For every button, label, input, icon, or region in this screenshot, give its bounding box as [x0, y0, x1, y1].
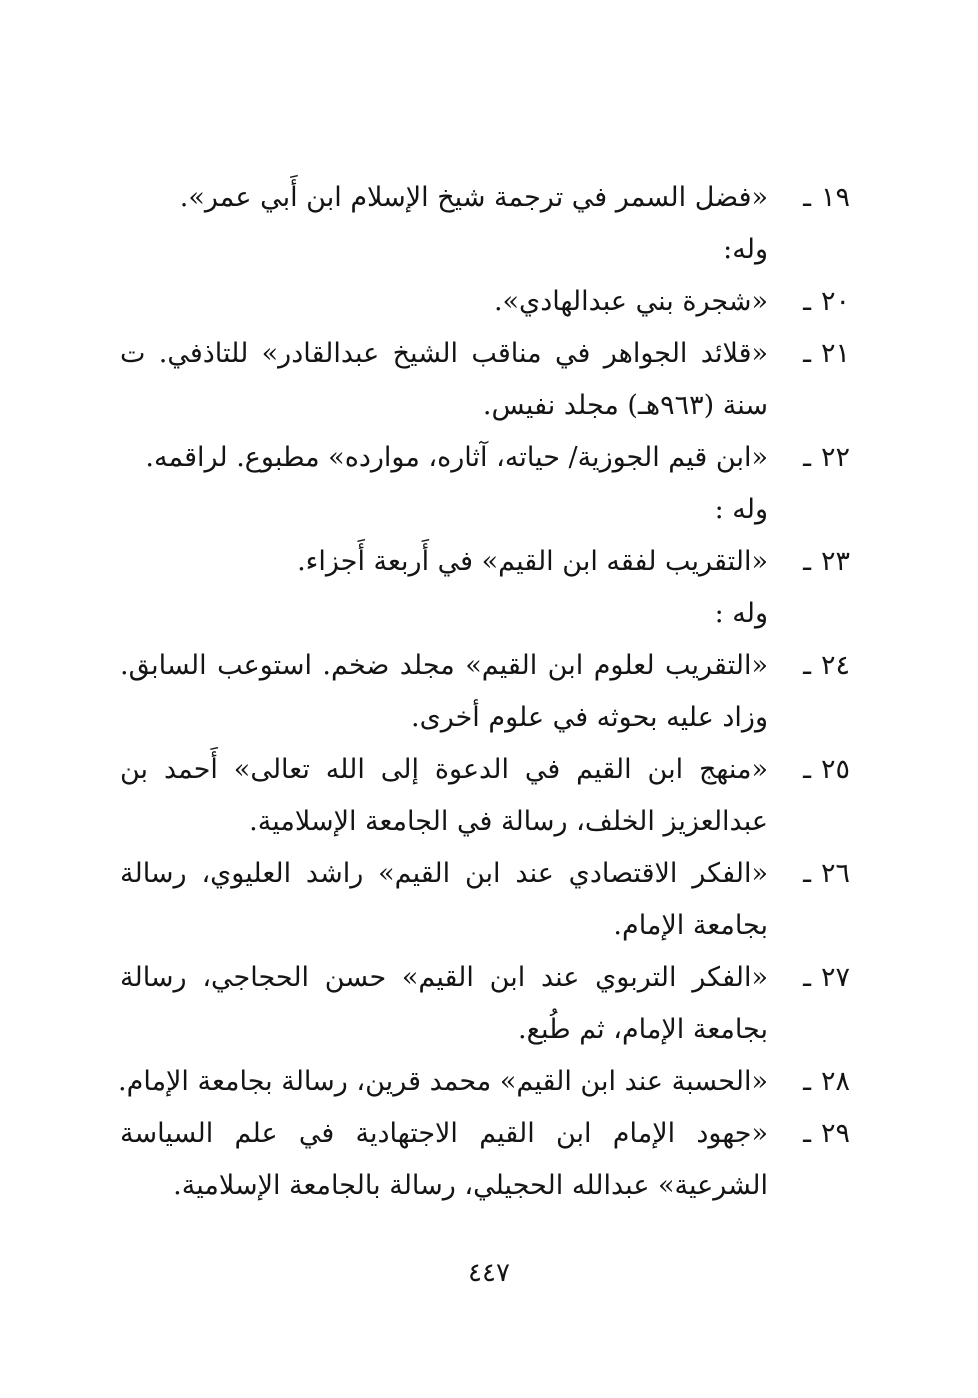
entry-text: «الحسبة عند ابن القيم» محمد قرين، رسالة بجامعة الإمام. — [118, 1066, 768, 1097]
entry-number: ٢٧ـ — [803, 962, 850, 993]
list-item — [120, 328, 850, 432]
entry-text: «التقريب لعلوم ابن القيم» مجلد ضخم. استوعب السابق. وزاد عليه بحوثه في علوم أخرى. — [120, 650, 768, 733]
entry-text: «فضل السمر في ترجمة شيخ الإسلام ابن أَبي عمر». — [179, 182, 768, 213]
entry-text: «ابن قيم الجوزية/ حياته، آثاره، موارده» مطبوع. لراقمه. — [145, 442, 768, 473]
entry-text: «جهود الإمام ابن القيم الاجتهادية في علم السياسة الشرعية» عبدالله الحجيلي، رسالة بالجامعة الإسلامية. — [120, 1118, 768, 1201]
entry-number: ٢٦ـ — [803, 858, 850, 889]
note-line: وله : — [714, 494, 768, 525]
entry-number: ٢٥ـ — [803, 754, 850, 785]
entry-text: «شجرة بني عبدالهادي». — [493, 286, 768, 317]
note-line: وله: — [723, 234, 768, 265]
entry-number: ٢٠ـ — [803, 286, 850, 317]
entry-text: «الفكر الاقتصادي عند ابن القيم» راشد العليوي، رسالة بجامعة الإمام. — [120, 858, 768, 941]
entry-text: «قلائد الجواهر في مناقب الشيخ عبدالقادر» للتاذفي. ت سنة (٩٦٣هـ) مجلد نفيس. — [120, 338, 768, 421]
bibliography-list — [120, 172, 850, 1212]
entry-number: ٢٤ـ — [803, 650, 850, 681]
entry-text: «منهج ابن القيم في الدعوة إلى الله تعالى» أَحمد بن عبدالعزيز الخلف، رسالة في الجامعة الإسلامية. — [120, 754, 768, 837]
list-item — [120, 640, 850, 744]
entry-number: ٢١ـ — [803, 338, 850, 369]
list-item — [120, 536, 850, 588]
list-item — [120, 744, 850, 848]
entry-number: ٢٨ـ — [803, 1066, 850, 1097]
entry-number: ٢٢ـ — [803, 442, 850, 473]
entry-text: «الفكر التربوي عند ابن القيم» حسن الحجاجي، رسالة بجامعة الإمام، ثم طُبع. — [120, 962, 768, 1045]
list-item — [120, 432, 850, 484]
list-item — [120, 1108, 850, 1212]
page-number: ٤٤٧ — [468, 1258, 510, 1288]
list-item — [120, 276, 850, 328]
list-item — [120, 952, 850, 1056]
list-item — [120, 172, 850, 224]
list-item — [120, 848, 850, 952]
entry-text: «التقريب لفقه ابن القيم» في أَربعة أَجزاء. — [297, 546, 768, 577]
note-line: وله : — [714, 598, 768, 629]
entry-number: ٢٩ـ — [803, 1118, 850, 1149]
list-item — [120, 1056, 850, 1108]
entry-number: ١٩ـ — [803, 182, 850, 213]
entry-number: ٢٣ـ — [803, 546, 850, 577]
